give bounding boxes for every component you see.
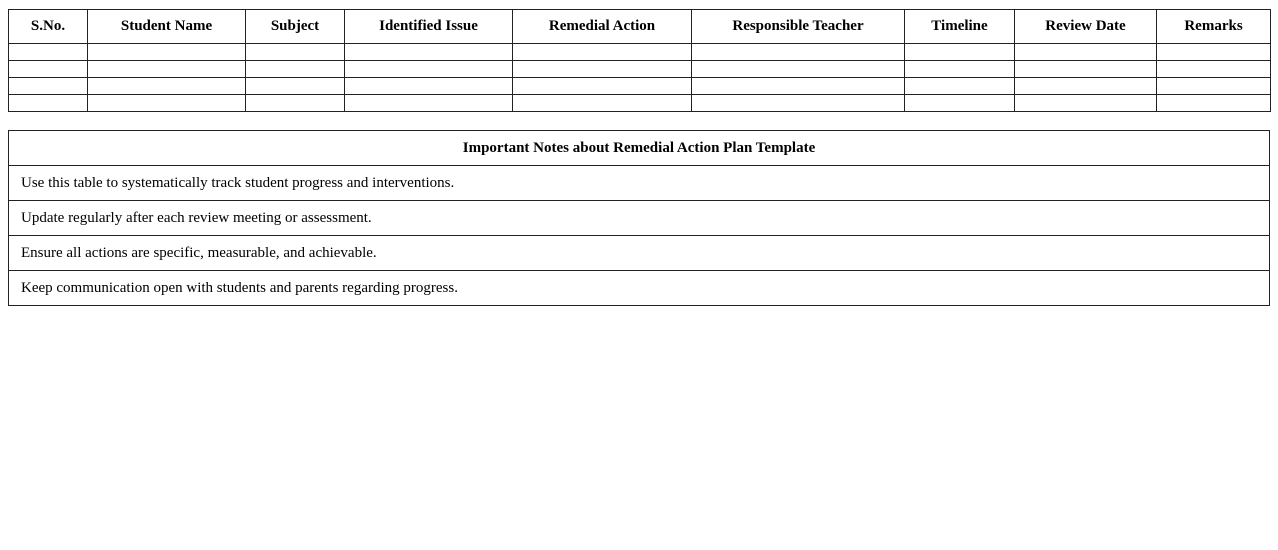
note-row — [9, 201, 1270, 236]
table-cell[interactable] — [246, 78, 345, 95]
header-sno: S.No. — [9, 10, 88, 44]
table-cell[interactable] — [1157, 95, 1271, 112]
table-cell[interactable] — [88, 78, 246, 95]
table-cell[interactable] — [905, 61, 1015, 78]
header-row — [9, 10, 1271, 44]
note-row — [9, 271, 1270, 306]
header-subject: Subject — [246, 10, 345, 44]
table-cell[interactable] — [1157, 61, 1271, 78]
table-row — [9, 78, 1271, 95]
table-cell[interactable] — [9, 95, 88, 112]
table-cell[interactable] — [345, 44, 513, 61]
header-responsible-teacher: Responsible Teacher — [692, 10, 905, 44]
table-cell[interactable] — [905, 95, 1015, 112]
table-cell[interactable] — [692, 61, 905, 78]
notes-header-row — [9, 131, 1270, 166]
note-item: Update regularly after each review meeting or assessment. — [9, 201, 1270, 236]
table-cell[interactable] — [692, 95, 905, 112]
note-item: Use this table to systematically track student progress and interventions. — [9, 166, 1270, 201]
table-cell[interactable] — [1015, 78, 1157, 95]
table-row — [9, 44, 1271, 61]
table-cell[interactable] — [1157, 44, 1271, 61]
header-timeline: Timeline — [905, 10, 1015, 44]
table-row — [9, 95, 1271, 112]
table-cell[interactable] — [513, 95, 692, 112]
table-cell[interactable] — [1015, 61, 1157, 78]
header-remarks: Remarks — [1157, 10, 1271, 44]
table-cell[interactable] — [905, 78, 1015, 95]
table-cell[interactable] — [513, 44, 692, 61]
table-cell[interactable] — [905, 44, 1015, 61]
table-cell[interactable] — [345, 95, 513, 112]
notes-title: Important Notes about Remedial Action Plan Template — [9, 131, 1270, 166]
table-cell[interactable] — [88, 61, 246, 78]
table-cell[interactable] — [246, 95, 345, 112]
table-cell[interactable] — [513, 78, 692, 95]
header-identified-issue: Identified Issue — [345, 10, 513, 44]
table-cell[interactable] — [692, 78, 905, 95]
table-cell[interactable] — [345, 61, 513, 78]
header-review-date: Review Date — [1015, 10, 1157, 44]
table-cell[interactable] — [692, 44, 905, 61]
table-cell[interactable] — [9, 61, 88, 78]
note-row — [9, 236, 1270, 271]
table-cell[interactable] — [9, 78, 88, 95]
header-remedial-action: Remedial Action — [513, 10, 692, 44]
remedial-action-plan-table — [8, 9, 1271, 112]
table-cell[interactable] — [9, 44, 88, 61]
note-item: Keep communication open with students and parents regarding progress. — [9, 271, 1270, 306]
table-cell[interactable] — [345, 78, 513, 95]
table-row — [9, 61, 1271, 78]
table-cell[interactable] — [513, 61, 692, 78]
table-cell[interactable] — [1015, 44, 1157, 61]
header-student-name: Student Name — [88, 10, 246, 44]
table-cell[interactable] — [88, 95, 246, 112]
note-item: Ensure all actions are specific, measurable, and achievable. — [9, 236, 1270, 271]
note-row — [9, 166, 1270, 201]
important-notes-table — [8, 130, 1270, 306]
table-cell[interactable] — [1157, 78, 1271, 95]
table-cell[interactable] — [246, 44, 345, 61]
table-cell[interactable] — [1015, 95, 1157, 112]
table-cell[interactable] — [88, 44, 246, 61]
table-cell[interactable] — [246, 61, 345, 78]
